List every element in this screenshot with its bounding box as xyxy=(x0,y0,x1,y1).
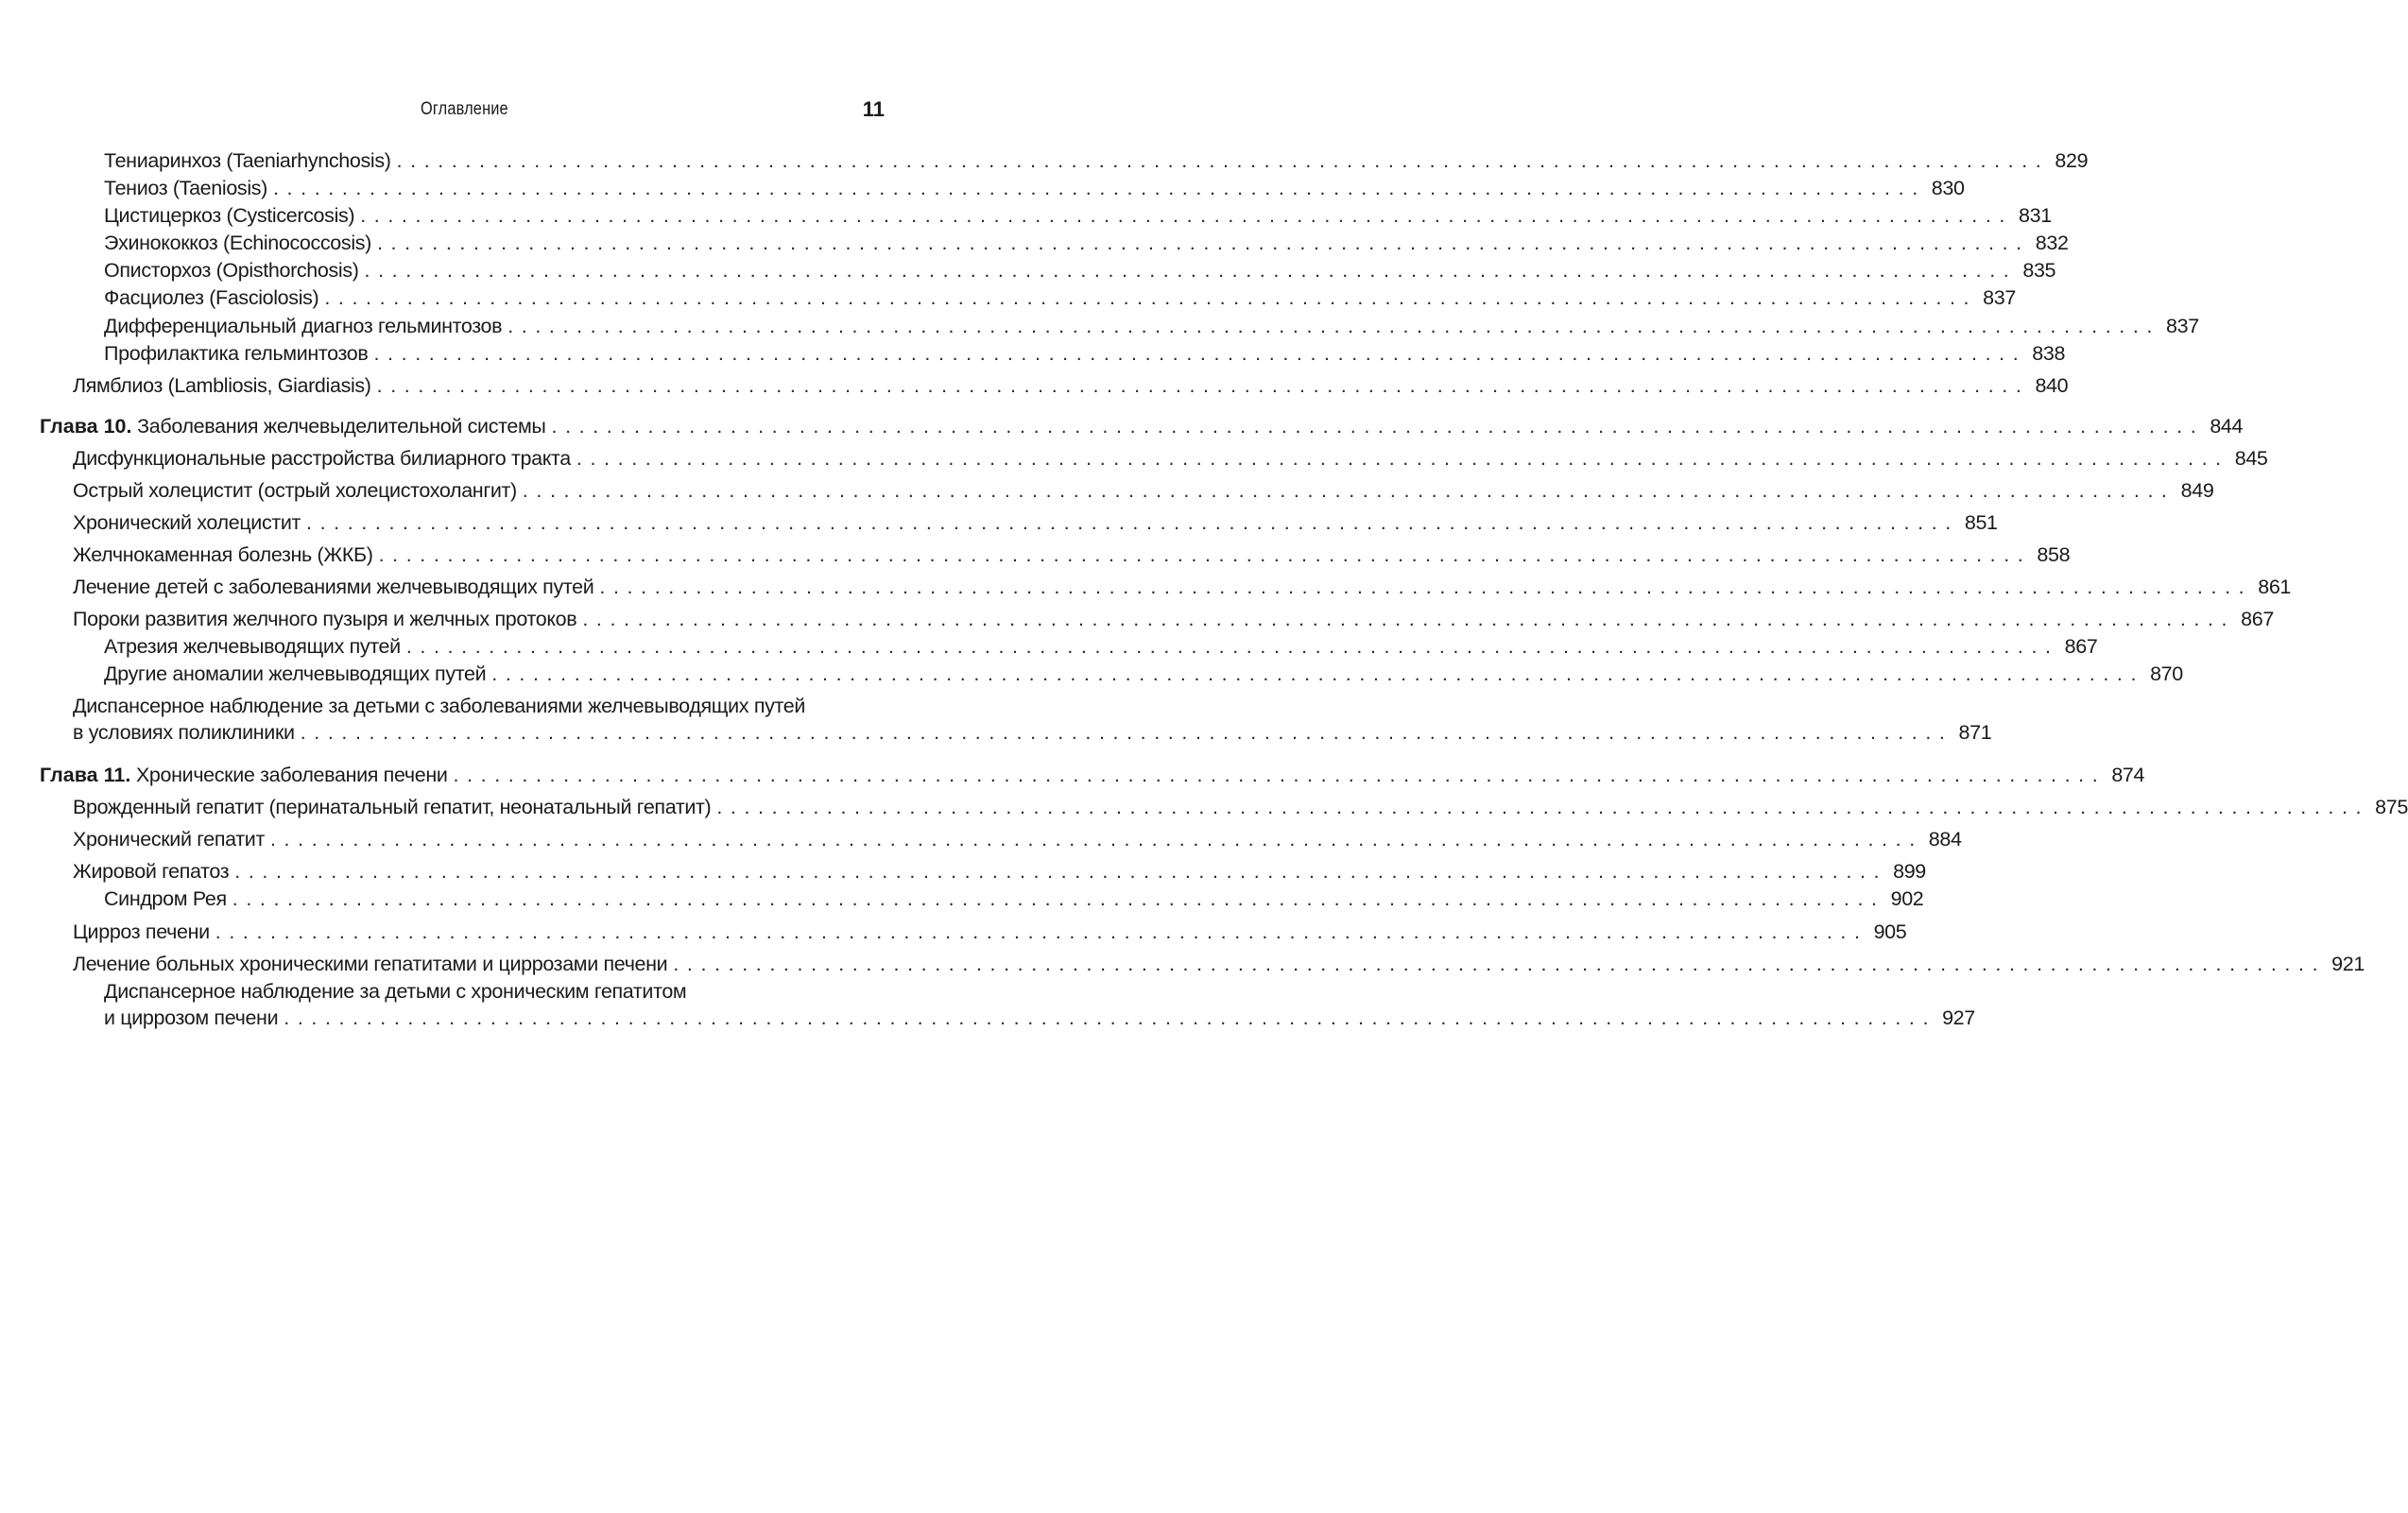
toc-entry xyxy=(73,574,2292,600)
toc-entry xyxy=(104,257,2056,284)
toc-entry-title-line1: Диспансерное наблюдение за детьми с хроническим гепатитом xyxy=(104,980,687,1003)
toc-entry-title: Другие аномалии желчевыводящих путей xyxy=(104,662,487,685)
toc-entry-page: 861 xyxy=(2258,576,2292,598)
toc-entry-page: 871 xyxy=(1958,721,1992,744)
toc-entry xyxy=(104,633,2098,660)
toc-entry-page: 867 xyxy=(2241,608,2274,630)
dot-leader: ........................................................................................................................ xyxy=(378,543,2032,566)
dot-leader: ........................................................................................................................ xyxy=(507,315,2161,337)
toc-entry-page: 870 xyxy=(2150,662,2183,685)
toc-entry-title: в условиях поликлиники xyxy=(73,721,295,744)
toc-entry-page: 830 xyxy=(1931,177,1965,199)
toc-entry-page: 840 xyxy=(2035,374,2069,397)
dot-leader: ........................................................................................................................ xyxy=(284,1006,1937,1029)
toc-entry xyxy=(73,477,2214,504)
toc-entry-title: Врожденный гепатит (перинатальный гепатит, неонатальный гепатит) xyxy=(73,796,712,818)
dot-leader: ........................................................................................................................ xyxy=(234,860,1888,883)
dot-leader: ........................................................................................................................ xyxy=(551,415,2205,438)
dot-leader: ........................................................................................................................ xyxy=(364,259,2018,282)
dot-leader: ........................................................................................................................ xyxy=(491,662,2145,685)
toc-entry-page: 875 xyxy=(2375,796,2408,818)
toc-entry-title: Цирроз печени xyxy=(73,920,210,943)
dot-leader: ........................................................................................................................ xyxy=(215,920,1868,943)
dot-leader: ........................................................................................................................ xyxy=(576,447,2229,470)
toc-entry-page: 899 xyxy=(1893,860,1926,883)
dot-leader: ........................................................................................................................ xyxy=(599,576,2253,598)
chapter-title: Хронические заболевания печени xyxy=(135,764,448,786)
toc-entry-page: 829 xyxy=(2055,149,2089,172)
dot-leader: ........................................................................................................................ xyxy=(373,342,2027,365)
toc-entry xyxy=(73,542,2071,568)
running-title: Оглавление xyxy=(421,99,508,119)
dot-leader: ........................................................................................................................ xyxy=(269,828,1923,851)
toc-entry-title-line1: Диспансерное наблюдение за детьми с заболеваниями желчевыводящих путей xyxy=(73,695,806,717)
toc-entry-page: 837 xyxy=(2166,315,2199,337)
toc-entry-title: Лямблиоз (Lambliosis, Giardiasis) xyxy=(73,374,371,397)
toc-entry-page: 838 xyxy=(2032,342,2066,365)
toc-entry-title: Хронический холецистит xyxy=(73,511,301,534)
toc-entry-title: Тениоз (Taeniosis) xyxy=(104,177,267,199)
toc-entry-title: Синдром Рея xyxy=(104,887,227,910)
page-number: 11 xyxy=(862,97,885,121)
toc-entry-page: 835 xyxy=(2022,259,2056,282)
toc-entry xyxy=(73,445,2268,472)
toc-entry xyxy=(104,313,2199,339)
chapter-title: Заболевания желчевыделительной системы xyxy=(137,415,546,438)
chapter-entry xyxy=(40,762,2145,788)
chapter-entry xyxy=(40,413,2244,439)
toc-entry xyxy=(73,606,2274,632)
toc-entry-page: 858 xyxy=(2037,543,2071,566)
toc-entry-page: 884 xyxy=(1928,828,1962,851)
toc-entry-page: 832 xyxy=(2035,232,2069,254)
toc-entry xyxy=(104,661,2183,687)
dot-leader: ........................................................................................................................ xyxy=(582,608,2236,630)
dot-leader: ........................................................................................................................ xyxy=(396,149,2050,172)
toc-entry xyxy=(73,951,2365,977)
dot-leader: ........................................................................................................................ xyxy=(405,635,2059,658)
toc-entry-page: 849 xyxy=(2180,479,2214,502)
dot-leader: ........................................................................................................................ xyxy=(376,374,2030,397)
toc-entry-title: Цистицеркоз (Cysticercosis) xyxy=(104,204,355,227)
toc-entry xyxy=(73,372,2069,399)
toc-entry xyxy=(73,509,1998,536)
toc-entry xyxy=(73,826,1962,852)
toc-entry-page: 874 xyxy=(2111,764,2145,786)
toc-entry-title xyxy=(40,762,448,788)
toc-entry-page: 902 xyxy=(1890,887,1924,910)
toc-entry xyxy=(104,340,2066,367)
chapter-label: Глава 11. xyxy=(40,764,131,786)
toc-entry xyxy=(104,978,1975,1031)
toc-entry-page: 844 xyxy=(2210,415,2244,438)
toc-entry xyxy=(73,919,1907,945)
toc-entry-page: 905 xyxy=(1873,920,1907,943)
toc-entry-title: Описторхоз (Opisthorchosis) xyxy=(104,259,359,282)
toc-entry-title: Острый холецистит (острый холецистохолангит) xyxy=(73,479,517,502)
toc-entry xyxy=(104,885,1924,912)
toc-entry xyxy=(73,794,2408,820)
toc-entry-page: 845 xyxy=(2234,447,2268,470)
toc-entry-title: Тениаринхоз (Taeniarhynchosis) xyxy=(104,149,391,172)
toc-entry-title: Фасциолез (Fasciolosis) xyxy=(104,286,319,309)
toc-entry-title: и циррозом печени xyxy=(104,1006,279,1029)
toc-entry-title: Хронический гепатит xyxy=(73,828,265,851)
toc-entry-title: Лечение больных хроническими гепатитами и циррозами печени xyxy=(73,953,668,975)
toc-entry-page: 851 xyxy=(1964,511,1998,534)
dot-leader: ........................................................................................................................ xyxy=(673,953,2327,975)
dot-leader: ........................................................................................................................ xyxy=(306,511,1959,534)
toc-entry xyxy=(73,858,1926,885)
dot-leader: ........................................................................................................................ xyxy=(272,177,1926,199)
dot-leader: ........................................................................................................................ xyxy=(716,796,2370,818)
toc-entry-page: 831 xyxy=(2019,204,2052,227)
toc-entry-title: Дифференциальный диагноз гельминтозов xyxy=(104,315,503,337)
toc-entry-page: 921 xyxy=(2331,953,2365,975)
chapter-label: Глава 10. xyxy=(40,415,132,438)
toc-entry xyxy=(104,175,1965,201)
dot-leader: ........................................................................................................................ xyxy=(300,721,1953,744)
toc-entry-title: Эхинококкоз (Echinococcosis) xyxy=(104,232,371,254)
toc-entry-page: 867 xyxy=(2064,635,2098,658)
dot-leader: ........................................................................................................................ xyxy=(360,204,2014,227)
dot-leader: ........................................................................................................................ xyxy=(324,286,1978,309)
toc-entry-page: 837 xyxy=(1983,286,2016,309)
toc-entry-title xyxy=(40,413,546,439)
toc-entry-title: Жировой гепатоз xyxy=(73,860,230,883)
toc-entry-title: Дисфункциональные расстройства билиарного тракта xyxy=(73,447,571,470)
toc-entry-title: Профилактика гельминтозов xyxy=(104,342,369,365)
toc-entry-title: Лечение детей с заболеваниями желчевыводящих путей xyxy=(73,576,594,598)
toc-entry xyxy=(73,693,1992,746)
dot-leader: ........................................................................................................................ xyxy=(522,479,2176,502)
dot-leader: ........................................................................................................................ xyxy=(453,764,2107,786)
dot-leader: ........................................................................................................................ xyxy=(232,887,1885,910)
toc-entry-page: 927 xyxy=(1942,1006,1975,1029)
toc-entry-title: Атрезия желчевыводящих путей xyxy=(104,635,401,658)
toc-entry-title: Желчнокаменная болезнь (ЖКБ) xyxy=(73,543,373,566)
toc-entry xyxy=(104,230,2069,256)
toc-entry xyxy=(104,147,2089,174)
toc-entry-title: Пороки развития желчного пузыря и желчных протоков xyxy=(73,608,577,630)
dot-leader: ........................................................................................................................ xyxy=(376,232,2030,254)
toc-entry xyxy=(104,202,2052,229)
toc-entry xyxy=(104,284,2016,311)
